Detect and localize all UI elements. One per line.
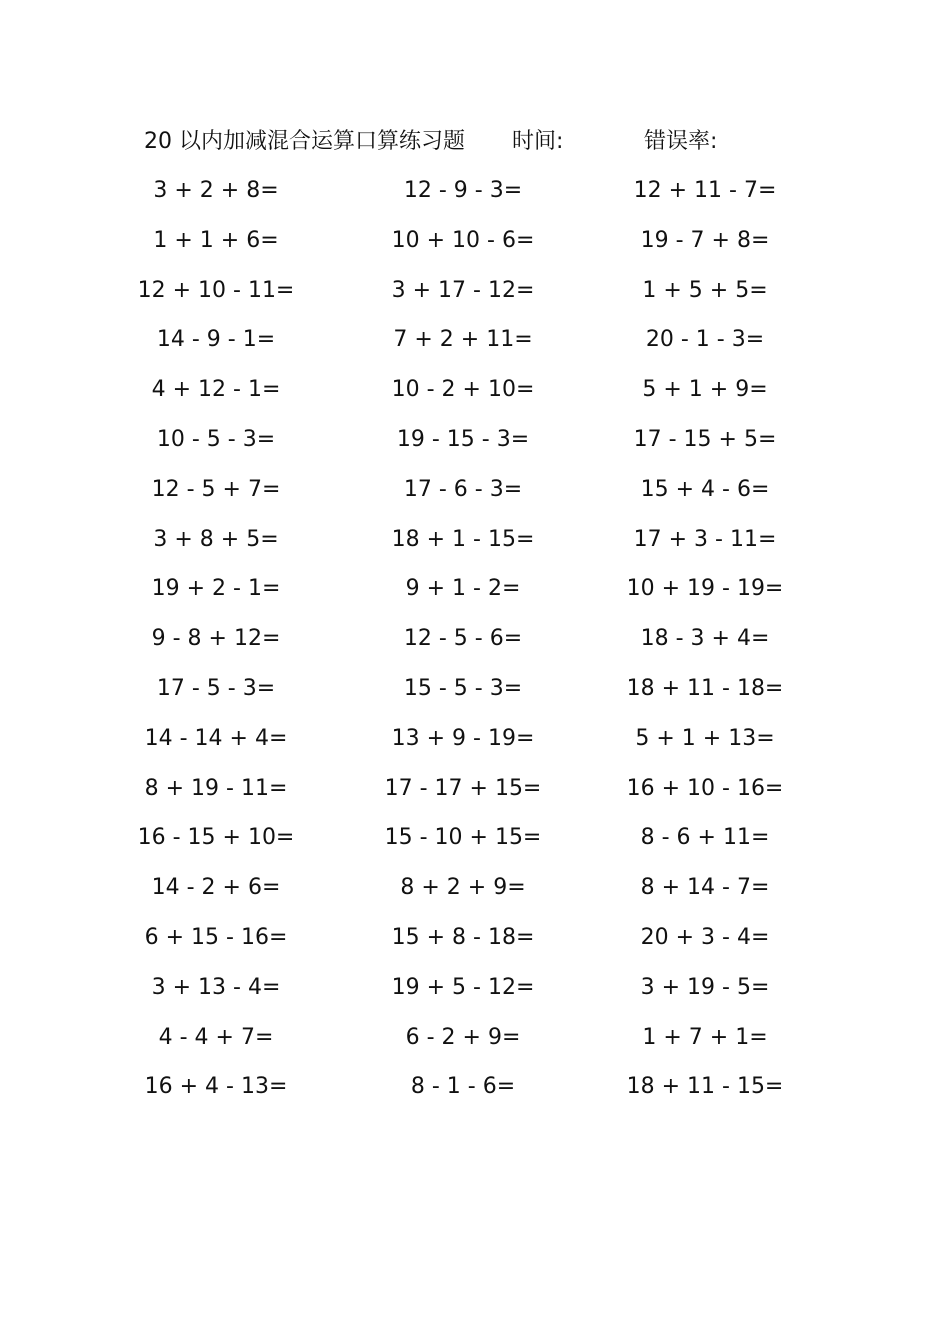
problem-item: 6 - 2 + 9= — [405, 1024, 521, 1050]
problem-item: 3 + 19 - 5= — [640, 974, 770, 1000]
problem-item: 16 + 10 - 16= — [626, 775, 784, 801]
problem-row — [0, 224, 950, 274]
problem-item: 17 - 5 - 3= — [156, 675, 276, 701]
problem-item: 13 + 9 - 19= — [391, 725, 535, 751]
problem-item: 5 + 1 + 9= — [642, 377, 768, 403]
problem-row — [0, 871, 950, 921]
problem-row — [0, 274, 950, 324]
problem-row — [0, 622, 950, 672]
problem-item: 8 - 6 + 11= — [640, 825, 770, 851]
problem-item: 12 - 5 - 6= — [403, 626, 523, 652]
problem-item: 16 + 4 - 13= — [144, 1074, 288, 1100]
problem-item: 19 - 7 + 8= — [640, 227, 770, 253]
problem-item: 3 + 8 + 5= — [153, 526, 279, 552]
problem-item: 3 + 13 - 4= — [151, 974, 281, 1000]
problem-item: 10 - 2 + 10= — [391, 377, 535, 403]
problem-item: 19 + 2 - 1= — [151, 576, 281, 602]
problem-row — [0, 971, 950, 1021]
problem-item: 10 - 5 - 3= — [156, 426, 276, 452]
problem-row — [0, 572, 950, 622]
error-rate-label: 错误率: — [644, 129, 718, 154]
problem-item: 9 - 8 + 12= — [151, 626, 281, 652]
problem-item: 10 + 19 - 19= — [626, 576, 784, 602]
problem-item: 20 + 3 - 4= — [640, 924, 770, 950]
problem-item: 1 + 5 + 5= — [642, 277, 768, 303]
problem-row — [0, 722, 950, 772]
problem-row — [0, 473, 950, 523]
problem-row — [0, 323, 950, 373]
problem-row — [0, 921, 950, 971]
problem-item: 5 + 1 + 13= — [635, 725, 775, 751]
problem-row — [0, 672, 950, 722]
problem-item: 15 + 4 - 6= — [640, 476, 770, 502]
problem-item: 12 + 10 - 11= — [137, 277, 295, 303]
problem-item: 18 + 11 - 15= — [626, 1074, 784, 1100]
problem-item: 4 - 4 + 7= — [158, 1024, 274, 1050]
problem-item: 17 + 3 - 11= — [633, 526, 777, 552]
problem-item: 19 - 15 - 3= — [396, 426, 530, 452]
problem-item: 18 + 11 - 18= — [626, 675, 784, 701]
problem-row — [0, 1021, 950, 1071]
time-label: 时间: — [512, 129, 564, 154]
problem-item: 8 + 2 + 9= — [400, 875, 526, 901]
problem-item: 10 + 10 - 6= — [391, 227, 535, 253]
problem-item: 7 + 2 + 11= — [393, 327, 533, 353]
problem-row — [0, 423, 950, 473]
problem-row — [0, 1070, 950, 1120]
problem-item: 17 - 15 + 5= — [633, 426, 777, 452]
problem-item: 14 - 9 - 1= — [156, 327, 276, 353]
problem-item: 20 - 1 - 3= — [645, 327, 765, 353]
problem-item: 8 + 19 - 11= — [144, 775, 288, 801]
problem-item: 1 + 1 + 6= — [153, 227, 279, 253]
problem-item: 3 + 17 - 12= — [391, 277, 535, 303]
problem-item: 16 - 15 + 10= — [137, 825, 295, 851]
problem-item: 17 - 6 - 3= — [403, 476, 523, 502]
problem-item: 6 + 15 - 16= — [144, 924, 288, 950]
worksheet-header — [144, 126, 864, 158]
problem-item: 12 - 9 - 3= — [403, 178, 523, 203]
worksheet-title: 20 以内加减混合运算口算练习题 — [144, 129, 465, 154]
problem-item: 15 + 8 - 18= — [391, 924, 535, 950]
problem-row — [0, 772, 950, 822]
problem-item: 12 + 11 - 7= — [633, 178, 777, 203]
problem-item: 18 + 1 - 15= — [391, 526, 535, 552]
problem-item: 15 - 5 - 3= — [403, 675, 523, 701]
problem-item: 15 - 10 + 15= — [384, 825, 542, 851]
problem-grid — [0, 174, 950, 1120]
problem-item: 14 - 14 + 4= — [144, 725, 288, 751]
problem-row — [0, 373, 950, 423]
problem-item: 8 + 14 - 7= — [640, 875, 770, 901]
problem-row — [0, 174, 950, 224]
problem-item: 17 - 17 + 15= — [384, 775, 542, 801]
problem-item: 1 + 7 + 1= — [642, 1024, 768, 1050]
problem-item: 19 + 5 - 12= — [391, 974, 535, 1000]
problem-item: 3 + 2 + 8= — [153, 178, 279, 203]
problem-item: 12 - 5 + 7= — [151, 476, 281, 502]
problem-row — [0, 523, 950, 573]
problem-item: 9 + 1 - 2= — [405, 576, 521, 602]
problem-item: 14 - 2 + 6= — [151, 875, 281, 901]
problem-row — [0, 821, 950, 871]
problem-item: 8 - 1 - 6= — [410, 1074, 516, 1100]
problem-item: 4 + 12 - 1= — [151, 377, 281, 403]
problem-item: 18 - 3 + 4= — [640, 626, 770, 652]
